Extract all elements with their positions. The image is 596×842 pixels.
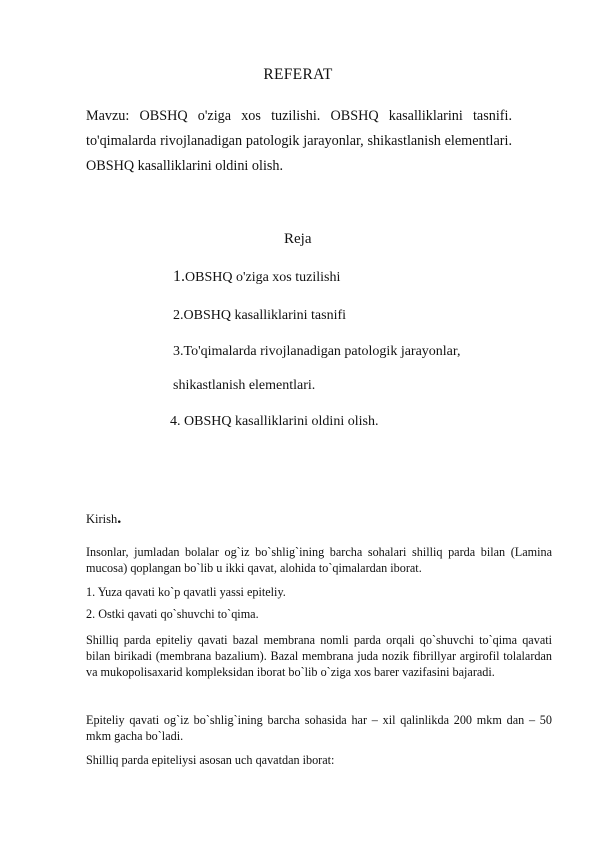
intro-paragraph-4: Shilliq parda epiteliy qavati bazal membrana nomli parda orqali qo`shuvchi to`qima qavati bilan birikadi (membrana bazalium). Bazal membrana juda nozik fibrillyar argirofil tolalardan va mukopolisaxarid kompleksidan iborat bo`lib o`ziga xos barer vazifasini bajaradi. — [86, 633, 552, 679]
plan-item-2: 2.OBSHQ kasalliklarini tasnifi — [173, 308, 347, 323]
intro-paragraph-2: 1. Yuza qavati ko`p qavatli yassi epiteliy. — [86, 585, 286, 599]
intro-heading-text: Kirish — [86, 512, 118, 526]
intro-heading — [86, 510, 121, 528]
intro-paragraph-1: Insonlar, jumladan bolalar og`iz bo`shlig`ining barcha sohalari shilliq parda bilan (Lamina mucosa) qoplangan bo`lib u ikki qavat, alohida to`qimalardan iborat. — [86, 545, 552, 575]
intro-paragraph-5: Epiteliy qavati og`iz bo`shlig`ining barcha sohasida har – xil qalinlikda 200 mkm dan – 50 mkm gacha bo`ladi. — [86, 713, 552, 743]
document-title: REFERAT — [263, 66, 333, 83]
plan-item-4: 4. OBSHQ kasalliklarini oldini olish. — [170, 414, 379, 429]
plan-title: Reja — [284, 231, 312, 247]
intro-paragraph-3: 2. Ostki qavati qo`shuvchi to`qima. — [86, 607, 259, 621]
plan-item-3-line-2: shikastlanish elementlari. — [173, 378, 316, 393]
plan-item-1 — [173, 268, 340, 286]
topic-paragraph: Mavzu: OBSHQ o'ziga xos tuzilishi. OBSHQ kasalliklarini tasnifi. to'qimalarda rivojlanadigan patologik jarayonlar, shikastlanish elementlari. OBSHQ kasalliklarini oldini olish. — [86, 108, 512, 174]
plan-item-3-line-1: 3.To'qimalarda rivojlanadigan patologik jarayonlar, — [173, 344, 461, 359]
plan-item-1-number: 1. — [173, 268, 185, 285]
intro-paragraph-6: Shilliq parda epiteliysi asosan uch qavatdan iborat: — [86, 753, 335, 767]
intro-heading-dot: . — [117, 510, 122, 527]
plan-item-1-text: OBSHQ o'ziga xos tuzilishi — [185, 270, 341, 285]
